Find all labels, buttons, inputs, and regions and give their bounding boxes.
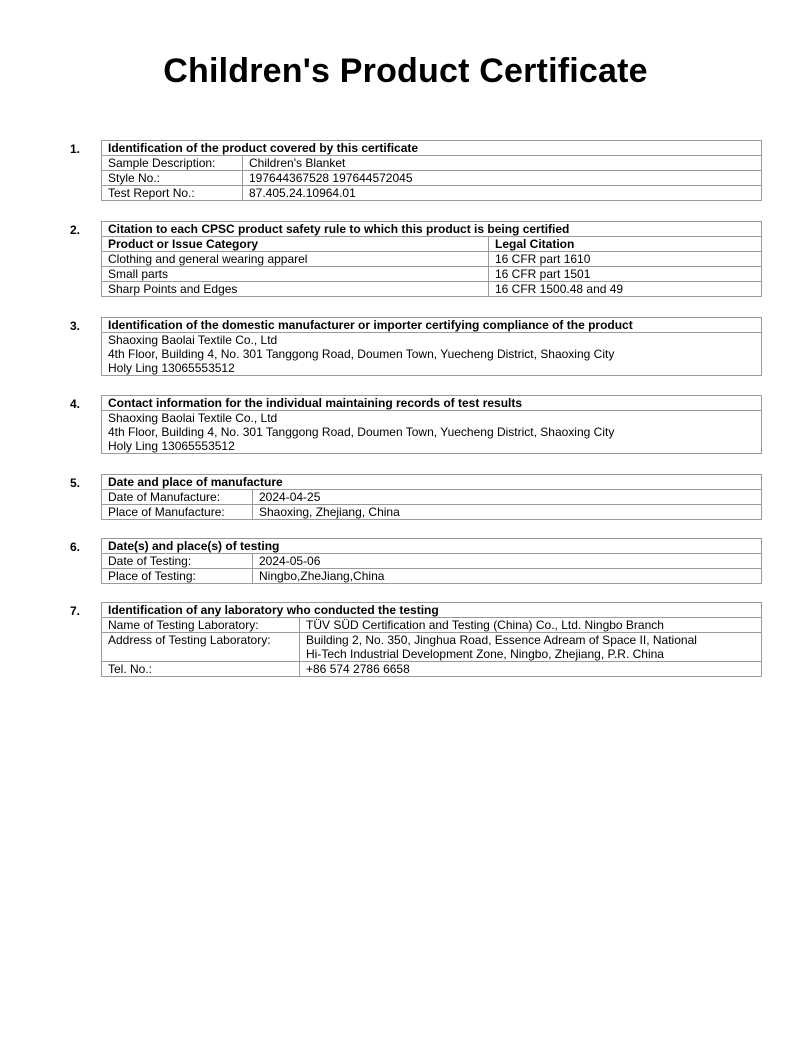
field-value: Ningbo,ZheJiang,China [253, 569, 762, 584]
field-label: Place of Testing: [102, 569, 253, 584]
section-heading: Citation to each CPSC product safety rule to which this product is being certified [102, 222, 762, 237]
citation-cell: 16 CFR 1500.48 and 49 [489, 282, 762, 297]
table-row [102, 267, 762, 282]
field-value: 2024-05-06 [253, 554, 762, 569]
column-header-category: Product or Issue Category [102, 237, 489, 252]
contact-person: Holy Ling 13065553512 [108, 439, 235, 453]
section-heading: Identification of any laboratory who conducted the testing [102, 603, 762, 618]
section-number: 5. [70, 476, 81, 490]
section-number: 2. [70, 223, 81, 237]
records-contact-details [102, 411, 762, 454]
citation-cell: 16 CFR part 1610 [489, 252, 762, 267]
product-identification-table [101, 140, 762, 201]
table-row [102, 186, 762, 201]
field-value: Children's Blanket [243, 156, 762, 171]
table-row [102, 490, 762, 505]
citation-cell: 16 CFR part 1501 [489, 267, 762, 282]
field-label: Place of Manufacture: [102, 505, 253, 520]
section-heading: Identification of the product covered by this certificate [102, 141, 762, 156]
manufacturer-details [102, 333, 762, 376]
company-address: 4th Floor, Building 4, No. 301 Tanggong Road, Doumen Town, Yuecheng District, Shaoxing City [108, 347, 615, 361]
section-number: 3. [70, 319, 81, 333]
category-cell: Small parts [102, 267, 489, 282]
section-number: 1. [70, 142, 81, 156]
field-value: +86 574 2786 6658 [300, 662, 762, 677]
table-row [102, 156, 762, 171]
field-label: Style No.: [102, 171, 243, 186]
section-heading: Date(s) and place(s) of testing [102, 539, 762, 554]
manufacture-table [101, 474, 762, 520]
table-row [102, 282, 762, 297]
category-cell: Sharp Points and Edges [102, 282, 489, 297]
field-label: Name of Testing Laboratory: [102, 618, 300, 633]
contact-person: Holy Ling 13065553512 [108, 361, 235, 375]
section-heading: Date and place of manufacture [102, 475, 762, 490]
table-row [102, 633, 762, 662]
table-row [102, 171, 762, 186]
table-row [102, 505, 762, 520]
section-number: 6. [70, 540, 81, 554]
laboratory-table [101, 602, 762, 677]
field-label: Tel. No.: [102, 662, 300, 677]
table-row [102, 252, 762, 267]
table-row [102, 554, 762, 569]
field-label: Date of Manufacture: [102, 490, 253, 505]
table-row [102, 662, 762, 677]
field-label: Sample Description: [102, 156, 243, 171]
company-name: Shaoxing Baolai Textile Co., Ltd [108, 411, 278, 425]
field-value: 197644367528 197644572045 [243, 171, 762, 186]
laboratory-address [300, 633, 762, 662]
cpsc-citations-table [101, 221, 762, 297]
section-heading: Identification of the domestic manufacturer or importer certifying compliance of the product [102, 318, 762, 333]
category-cell: Clothing and general wearing apparel [102, 252, 489, 267]
company-name: Shaoxing Baolai Textile Co., Ltd [108, 333, 278, 347]
records-contact-table [101, 395, 762, 454]
field-label: Address of Testing Laboratory: [102, 633, 300, 662]
field-label: Date of Testing: [102, 554, 253, 569]
field-value: TÜV SÜD Certification and Testing (China) Co., Ltd. Ningbo Branch [300, 618, 762, 633]
field-value: 2024-04-25 [253, 490, 762, 505]
table-row [102, 569, 762, 584]
field-label: Test Report No.: [102, 186, 243, 201]
section-number: 4. [70, 397, 81, 411]
section-heading: Contact information for the individual maintaining records of test results [102, 396, 762, 411]
address-line: Building 2, No. 350, Jinghua Road, Essence Adream of Space II, National [306, 633, 697, 647]
company-address: 4th Floor, Building 4, No. 301 Tanggong Road, Doumen Town, Yuecheng District, Shaoxing City [108, 425, 615, 439]
page-title: Children's Product Certificate [163, 52, 648, 90]
section-number: 7. [70, 604, 81, 618]
address-line: Hi-Tech Industrial Development Zone, Ningbo, Zhejiang, P.R. China [306, 647, 664, 661]
manufacturer-table [101, 317, 762, 376]
field-value: Shaoxing, Zhejiang, China [253, 505, 762, 520]
testing-table [101, 538, 762, 584]
column-header-citation: Legal Citation [489, 237, 762, 252]
field-value: 87.405.24.10964.01 [243, 186, 762, 201]
table-row [102, 618, 762, 633]
